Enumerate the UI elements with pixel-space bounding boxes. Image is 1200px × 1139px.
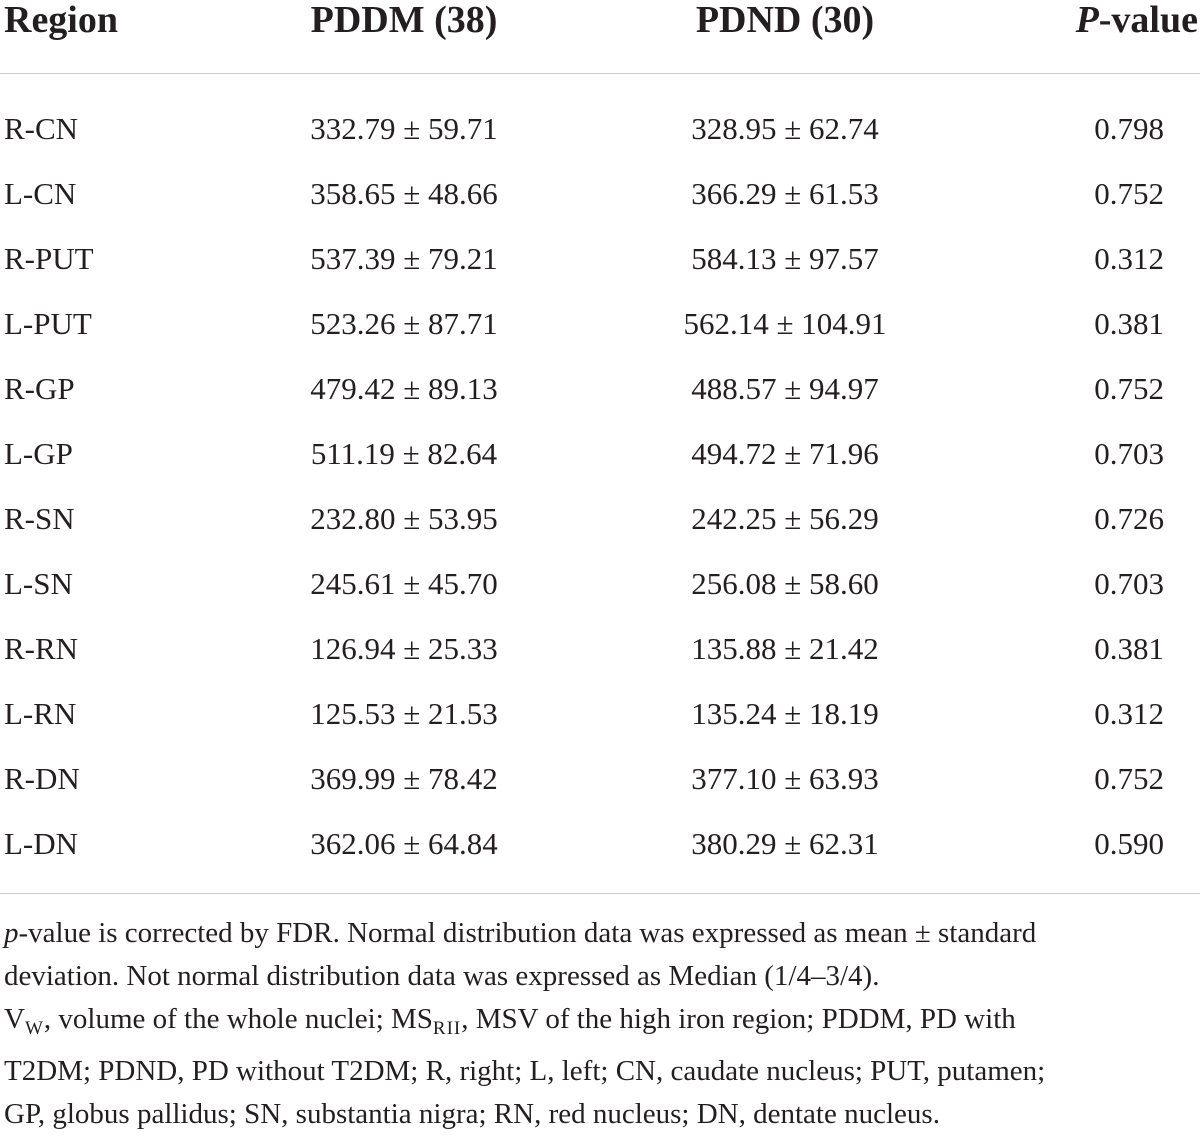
table-row — [0, 356, 1200, 421]
header-divider — [0, 73, 1200, 74]
cell-pdnd: 328.95 ± 62.74 — [691, 111, 879, 146]
cell-pddm: 126.94 ± 25.33 — [310, 631, 498, 666]
table-row — [0, 616, 1200, 681]
table-row — [0, 681, 1200, 746]
header-p-italic: P — [1075, 0, 1099, 41]
footnote-abbr-line3: GP, globus pallidus; SN, substantia nigra; RN, red nucleus; DN, dentate nucleus. — [4, 1098, 940, 1130]
cell-pdnd: 135.24 ± 18.19 — [691, 696, 879, 731]
cell-pddm: 245.61 ± 45.70 — [310, 566, 498, 601]
cell-pdnd: 377.10 ± 63.93 — [691, 761, 879, 796]
table-header — [0, 0, 1200, 50]
cell-pddm: 362.06 ± 64.84 — [310, 826, 498, 861]
cell-pddm: 369.99 ± 78.42 — [310, 761, 498, 796]
table-footnotes — [4, 912, 1200, 1136]
cell-p-value: 0.726 — [1094, 501, 1164, 536]
abbr-vw: V — [4, 1003, 25, 1035]
cell-p-value: 0.312 — [1094, 696, 1164, 731]
cell-p-value: 0.752 — [1094, 371, 1164, 406]
table-row — [0, 161, 1200, 226]
cell-pdnd: 562.14 ± 104.91 — [683, 306, 887, 341]
cell-region: L-PUT — [4, 306, 92, 341]
cell-p-value: 0.798 — [1094, 111, 1164, 146]
cell-p-value: 0.703 — [1094, 436, 1164, 471]
table-row — [0, 486, 1200, 551]
footnote-abbr-line2: T2DM; PDND, PD without T2DM; R, right; L, left; CN, caudate nucleus; PUT, putamen; — [4, 1055, 1046, 1087]
cell-region: L-GP — [4, 436, 73, 471]
cell-pddm: 479.42 ± 89.13 — [310, 371, 498, 406]
footer-divider — [0, 893, 1200, 894]
header-p-value — [1076, 0, 1198, 42]
cell-pdnd: 135.88 ± 21.42 — [691, 631, 879, 666]
table-row — [0, 551, 1200, 616]
table-row — [0, 226, 1200, 291]
abbr-ms-sub: RII — [432, 1018, 462, 1039]
cell-region: L-CN — [4, 176, 77, 211]
table-row — [0, 746, 1200, 811]
cell-region: R-RN — [4, 631, 79, 666]
table-row — [0, 421, 1200, 486]
cell-pdnd: 242.25 ± 56.29 — [691, 501, 879, 536]
footnote-p-italic: p — [4, 917, 19, 949]
cell-region: L-RN — [4, 696, 77, 731]
footnote-pvalue-text: -value is corrected by FDR. Normal distribution data was expressed as mean ± standard — [18, 917, 1037, 949]
table-row — [0, 291, 1200, 356]
cell-pddm: 332.79 ± 59.71 — [310, 111, 498, 146]
header-pddm: PDDM (38) — [310, 0, 498, 41]
cell-region: R-CN — [4, 111, 79, 146]
cell-pdnd: 584.13 ± 97.57 — [691, 241, 879, 276]
cell-region: R-PUT — [4, 241, 94, 276]
cell-p-value: 0.752 — [1094, 761, 1164, 796]
cell-pddm: 125.53 ± 21.53 — [310, 696, 498, 731]
cell-region: L-DN — [4, 826, 79, 861]
abbr-vw-sub: W — [24, 1018, 44, 1039]
cell-region: L-SN — [4, 566, 73, 601]
cell-pdnd: 488.57 ± 94.97 — [691, 371, 879, 406]
cell-pdnd: 380.29 ± 62.31 — [691, 826, 879, 861]
abbr-mid: , volume of the whole nuclei; MS — [43, 1003, 433, 1035]
cell-region: R-DN — [4, 761, 80, 796]
cell-region: R-SN — [4, 501, 75, 536]
cell-pdnd: 366.29 ± 61.53 — [691, 176, 879, 211]
cell-pddm: 537.39 ± 79.21 — [310, 241, 498, 276]
cell-p-value: 0.381 — [1094, 631, 1164, 666]
cell-region: R-GP — [4, 371, 75, 406]
cell-p-value: 0.312 — [1094, 241, 1164, 276]
cell-p-value: 0.381 — [1094, 306, 1164, 341]
cell-pdnd: 494.72 ± 71.96 — [691, 436, 879, 471]
header-pdnd: PDND (30) — [695, 0, 875, 41]
table-body — [0, 96, 1200, 876]
cell-p-value: 0.752 — [1094, 176, 1164, 211]
table-row — [0, 96, 1200, 161]
cell-pddm: 358.65 ± 48.66 — [310, 176, 498, 211]
abbr-line1-rest: , MSV of the high iron region; PDDM, PD with — [461, 1003, 1016, 1035]
footnote-pvalue-line2: deviation. Not normal distribution data was expressed as Median (1/4–3/4). — [4, 960, 880, 992]
cell-pdnd: 256.08 ± 58.60 — [691, 566, 879, 601]
cell-pddm: 523.26 ± 87.71 — [310, 306, 498, 341]
header-p-suffix: -value — [1098, 0, 1198, 41]
footnote-pvalue-line1 — [4, 912, 1200, 955]
cell-pddm: 232.80 ± 53.95 — [310, 501, 498, 536]
cell-pddm: 511.19 ± 82.64 — [310, 436, 498, 471]
table-row — [0, 811, 1200, 876]
header-region: Region — [4, 0, 118, 41]
cell-p-value: 0.703 — [1094, 566, 1164, 601]
cell-p-value: 0.590 — [1094, 826, 1164, 861]
footnote-abbr-line1 — [4, 998, 1200, 1050]
